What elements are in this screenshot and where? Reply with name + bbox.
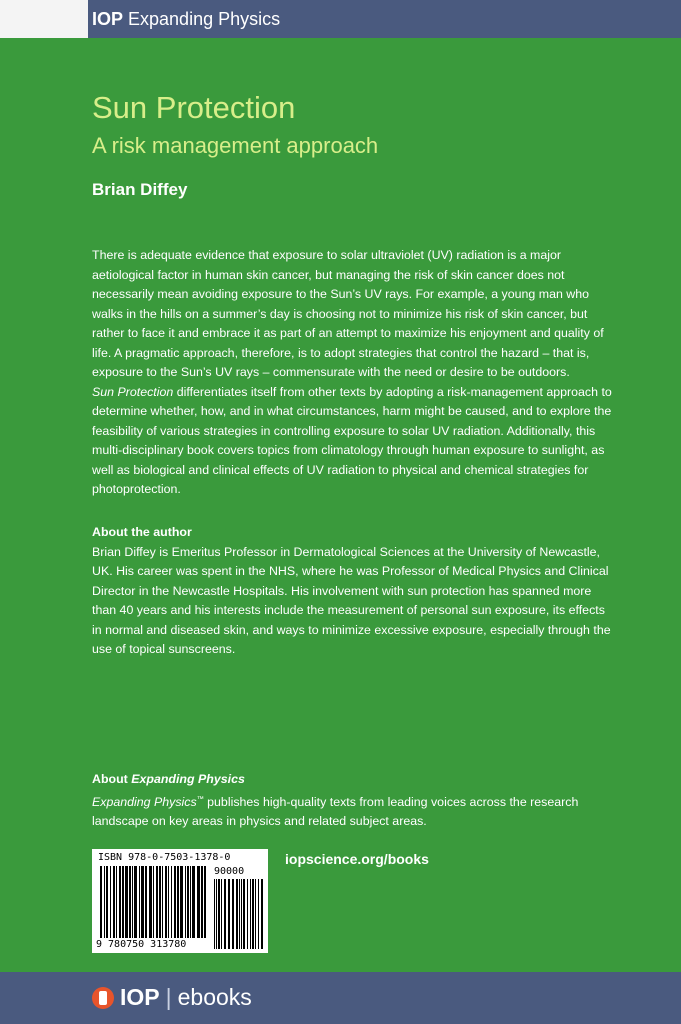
trademark-symbol: ™ [196, 795, 204, 803]
iop-logo-icon [92, 987, 114, 1009]
about-series-heading-plain: About [92, 772, 132, 786]
abstract-paragraph-1: There is adequate evidence that exposure to solar ultraviolet (UV) radiation is a major aetiological factor in human skin cancer, but managing the risk of skin cancer does not necessarily mean avoiding exposure to the Sun’s UV rays. For example, a young man who walks in the hills on a summer’s day is choosing not to minimize his risk of skin cancer, but rather to face it and embrace it as part of an attempt to maximize his enjoyment and quality of life. A pragmatic approach, therefore, is to adopt strategies that control the hazard – that is, exposure to the Sun’s UV rays – commensurate with the need or desire to be outdoors. [92, 248, 604, 379]
brand-series-name: Expanding Physics [123, 9, 281, 29]
about-series-section [92, 770, 612, 832]
publisher-url[interactable]: iopscience.org/books [285, 851, 429, 867]
abstract [92, 246, 612, 500]
abstract-paragraph-2 [92, 383, 612, 500]
logo-ebooks-text: ebooks [177, 984, 252, 1010]
book-author: Brian Diffey [92, 180, 188, 199]
brand-iop: IOP [92, 9, 124, 29]
about-author-section [92, 523, 612, 660]
about-author-text: Brian Diffey is Emeritus Professor in Dermatological Sciences at the University of Newcastle, UK. His career was spent in the NHS, where he was Professor of Medical Physics and Clinical Director in the Newcastle Hospitals. His involvement with sun protection has spanned more than 40 years and his interests include the measurement of personal sun exposure, its effects in normal and diseased skin, and ways to minimize excessive exposure, especially through the use of topical sunscreens. [92, 544, 611, 656]
logo-separator: | [165, 984, 172, 1010]
isbn-number: ISBN 978-0-7503-1378-0 [98, 852, 231, 863]
series-brand [92, 9, 280, 30]
isbn-barcode [92, 849, 268, 953]
about-series-text [92, 790, 612, 832]
book-subtitle: A risk management approach [92, 133, 379, 158]
iop-ebooks-logo [92, 984, 252, 1011]
abstract-paragraph-2-text: differentiates itself from other texts by adopting a risk-management approach to determine whether, how, and in what circumstances, harm might be caused, and to explore the feasibility of various strategies in controlling exposure to solar UV radiation. Additionally, this multi-disciplinary book covers topics from climatology through human exposure to sunlight, as well as biological and clinical effects of UV radiation to physical and chemical strategies for photoprotection. [92, 384, 612, 496]
barcode-addon: 90000 [214, 866, 245, 877]
logo-iop-text: IOP [120, 984, 160, 1010]
about-series-heading [92, 770, 612, 790]
bottom-banner [0, 972, 681, 1024]
book-title: Sun Protection [92, 90, 296, 125]
barcode-digits: 9 780750 313780 [96, 939, 187, 950]
about-series-name: Expanding Physics [92, 794, 197, 809]
top-banner [0, 0, 681, 38]
abstract-book-title: Sun Protection [92, 384, 174, 399]
about-author-heading: About the author [92, 525, 192, 539]
about-series-heading-italic: Expanding Physics [131, 772, 245, 786]
barcode-bars [92, 849, 268, 953]
about-series-description: publishes high-quality texts from leading voices across the research landscape on key areas in physics and related subject areas. [92, 794, 579, 829]
